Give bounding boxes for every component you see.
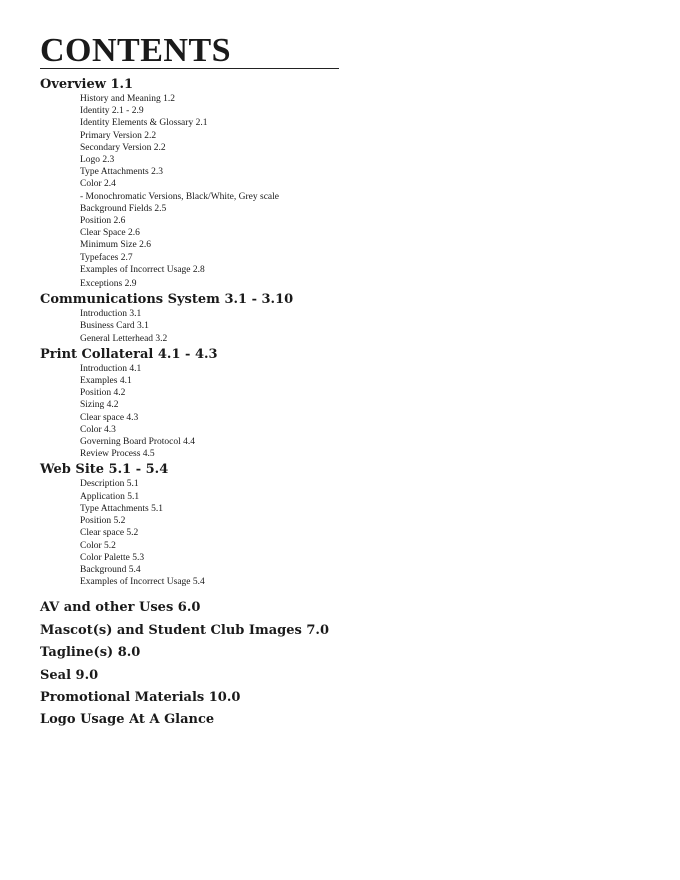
toc-item: Logo 2.3 (80, 155, 115, 166)
toc-item: Governing Board Protocol 4.4 (80, 437, 196, 448)
toc-item: Clear Space 2.6 (80, 228, 140, 239)
toc-item: Color Palette 5.3 (80, 552, 145, 563)
toc-item: Background Fields 2.5 (80, 203, 167, 214)
toc-item: Type Attachments 5.1 (80, 503, 163, 514)
toc-item: Minimum Size 2.6 (80, 240, 151, 251)
toc-item: Background 5.4 (80, 564, 141, 575)
toc-item: Color 5.2 (80, 540, 116, 551)
toc-item: Business Card 3.1 (80, 321, 149, 332)
toc-item: General Letterhead 3.2 (80, 333, 168, 344)
toc-item: History and Meaning 1.2 (80, 94, 175, 104)
toc-item: Position 4.2 (80, 388, 126, 399)
page-title: CONTENTS (40, 34, 339, 69)
toc-item: Application 5.1 (80, 491, 140, 502)
section-heading: Web Site 5.1 - 5.4 (40, 462, 169, 478)
major-section-av: AV and other Uses 6.0 (40, 600, 201, 616)
section-items (40, 93, 640, 290)
toc-item: Examples of Incorrect Usage 2.8 (80, 264, 205, 275)
toc-item: Identity 2.1 - 2.9 (80, 106, 144, 117)
major-section-promotional: Promotional Materials 10.0 (40, 689, 241, 705)
toc-item: Introduction 4.1 (80, 363, 142, 374)
toc-item: Primary Version 2.2 (80, 130, 157, 141)
toc-item: Clear space 5.2 (80, 528, 139, 539)
major-section-taglines: Tagline(s) 8.0 (40, 645, 141, 661)
toc-item: Color 2.4 (80, 179, 116, 190)
toc-item: Identity Elements & Glossary 2.1 (80, 118, 208, 129)
toc-item: Position 5.2 (80, 516, 126, 527)
toc-item: Introduction 3.1 (80, 309, 142, 320)
toc-item: Secondary Version 2.2 (80, 142, 166, 153)
toc-item: Clear space 4.3 (80, 412, 139, 423)
section-items (40, 363, 640, 461)
toc-item: Exceptions 2.9 (80, 279, 137, 290)
section-web-site (40, 462, 640, 588)
toc-item: Description 5.1 (80, 479, 139, 490)
toc-item: Review Process 4.5 (80, 449, 155, 460)
toc-item: Color 4.3 (80, 424, 116, 435)
major-sections (40, 597, 640, 731)
section-items (40, 478, 640, 588)
toc-item: Examples 4.1 (80, 376, 132, 387)
section-communications (40, 292, 640, 345)
section-heading: Print Collateral 4.1 - 4.3 (40, 346, 218, 362)
toc-item: Typefaces 2.7 (80, 252, 133, 263)
section-print-collateral (40, 347, 640, 461)
toc-item: - Monochromatic Versions, Black/White, Grey scale (80, 191, 280, 202)
contents-page (40, 34, 640, 732)
major-section-logo-usage: Logo Usage At A Glance (40, 712, 215, 728)
toc-item: Examples of Incorrect Usage 5.4 (80, 577, 205, 588)
section-heading: Communications System 3.1 - 3.10 (40, 292, 294, 308)
section-overview (40, 77, 640, 290)
section-heading: Overview 1.1 (40, 77, 134, 92)
section-items (40, 308, 640, 345)
major-section-mascots: Mascot(s) and Student Club Images 7.0 (40, 622, 329, 638)
toc-item: Position 2.6 (80, 216, 126, 227)
major-section-seal: Seal 9.0 (40, 667, 99, 683)
toc-item: Sizing 4.2 (80, 400, 119, 411)
toc-item: Type Attachments 2.3 (80, 167, 163, 178)
